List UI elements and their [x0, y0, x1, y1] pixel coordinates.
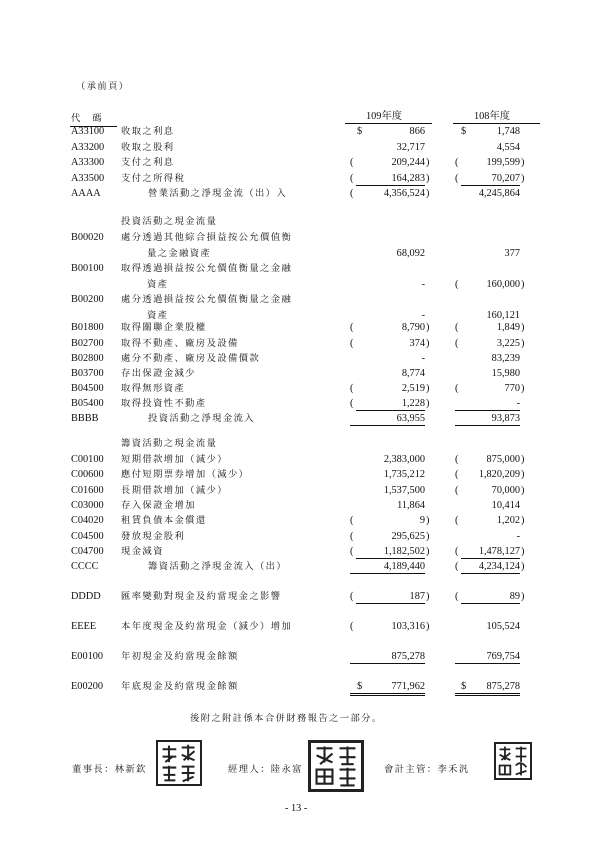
amount-2020: 771,962	[350, 680, 425, 696]
amount-2020-open-paren: (	[350, 172, 354, 184]
row-label: 年初現金及約當現金餘額	[121, 651, 239, 662]
row-label: 營業活動之淨現金流（出）入	[148, 188, 288, 199]
amount-2020-close-paren: )	[426, 398, 430, 409]
amount-2020-open-paren: (	[350, 398, 354, 409]
amount-2019: 875,278	[455, 680, 520, 696]
amount-2020-open-paren: (	[350, 621, 354, 632]
amount-2019: 160,121	[486, 310, 520, 321]
amount-2019: 1,820,209	[478, 469, 520, 481]
row-code: B02700	[71, 338, 104, 349]
amount-2020: 4,356,524	[383, 188, 425, 199]
amount-2020-open-paren: (	[350, 530, 354, 542]
amount-2019: 769,754	[455, 650, 520, 664]
amount-2019: 3,225	[496, 338, 520, 349]
amount-2020-close-paren: )	[426, 383, 430, 394]
amount-2020: -	[421, 310, 425, 321]
row-label: 支付之利息	[121, 157, 175, 168]
row-code: C04700	[71, 545, 104, 557]
row-label: 收取之股利	[121, 141, 175, 153]
amount-2020-open-paren: (	[350, 383, 354, 394]
amount-2020: 209,244	[391, 157, 425, 168]
amount-2019: 93,873	[455, 412, 520, 426]
row-label: 取得無形資產	[121, 383, 186, 394]
amount-2020: 8,790	[401, 322, 425, 333]
amount-2019-close-paren: )	[521, 591, 525, 602]
amount-2019: 10,414	[491, 499, 520, 511]
amount-2020: -	[421, 353, 425, 364]
amount-2019: 875,000	[486, 454, 520, 465]
amount-2020: 1,182,502	[356, 545, 425, 559]
amount-2019-open-paren: (	[455, 279, 459, 290]
amount-2019-open-paren: (	[455, 469, 459, 481]
row-code: C04020	[71, 515, 104, 527]
amount-2019-close-paren: )	[521, 469, 525, 481]
amount-2020: 9	[419, 515, 425, 527]
amount-2019-close-paren: )	[521, 515, 525, 527]
amount-2020-open-paren: (	[350, 338, 354, 349]
row-code: A33100	[71, 126, 105, 137]
amount-2020: 8,774	[401, 368, 425, 379]
amount-2020-open-paren: (	[350, 591, 354, 602]
row-label: 存入保證金增加	[121, 499, 196, 511]
row-label: 短期借款增加（減少）	[121, 454, 228, 465]
row-label-continued: 量之金融資產	[147, 248, 212, 259]
row-label-continued: 資產	[147, 279, 169, 290]
amount-2019-close-paren: )	[521, 383, 525, 394]
row-code: E00100	[71, 651, 104, 662]
row-code: A33200	[71, 141, 105, 153]
amount-2019: -	[455, 397, 520, 411]
row-code: B04500	[71, 383, 104, 394]
amount-2020: 4,189,440	[350, 560, 425, 574]
row-code: EEEE	[71, 621, 97, 632]
page-number: - 13 -	[285, 803, 308, 814]
row-label: 長期借款增加（減少）	[121, 484, 228, 496]
row-code: B00100	[71, 263, 104, 274]
amount-2019-open-paren: (	[455, 172, 459, 184]
amount-2019-close-paren: )	[521, 561, 525, 573]
signature-chairman: 董事長：林新欽	[72, 764, 147, 775]
amount-2020-open-paren: (	[350, 157, 354, 168]
amount-2019: 105,524	[486, 621, 520, 632]
amount-2019-open-paren: (	[455, 383, 459, 394]
amount-2020: 1,228	[356, 397, 425, 411]
amount-2019-close-paren: )	[521, 545, 525, 557]
amount-2019: 4,234,124	[461, 560, 520, 574]
amount-2020: 11,864	[397, 499, 425, 511]
amount-2020-open-paren: (	[350, 515, 354, 527]
amount-2019: -	[516, 530, 520, 542]
amount-2020-open-paren: (	[350, 188, 354, 199]
row-code: E00200	[71, 681, 104, 692]
amount-2019: 1,202	[496, 515, 520, 527]
amount-2019-close-paren: )	[521, 157, 525, 168]
row-label: 取得不動產、廠房及設備	[121, 338, 239, 349]
row-code: B03700	[71, 368, 104, 379]
continued-note: （承前頁）	[76, 81, 130, 92]
amount-2020-close-paren: )	[426, 545, 430, 557]
row-label-continued: 資產	[147, 310, 169, 321]
amount-2019-close-paren: )	[521, 338, 525, 349]
amount-2019: 4,554	[496, 141, 520, 153]
row-code: B01800	[71, 322, 104, 333]
row-code: B02800	[71, 353, 104, 364]
amount-2019: 4,245,864	[478, 188, 520, 199]
row-label: 年底現金及約當現金餘額	[121, 681, 239, 692]
amount-2020: 103,316	[391, 621, 425, 632]
amount-2019-open-paren: (	[455, 157, 459, 168]
row-code: B00020	[71, 232, 104, 243]
amount-2020-close-paren: )	[426, 172, 430, 184]
amount-2019-close-paren: )	[521, 454, 525, 465]
accountant-seal	[494, 742, 532, 780]
row-code: BBBB	[71, 413, 99, 424]
amount-2019-close-paren: )	[521, 484, 525, 496]
row-label: 租賃負債本金償還	[121, 515, 207, 527]
row-label: 處分不動產、廠房及設備價款	[121, 353, 261, 364]
row-code: A33300	[71, 157, 105, 168]
signature-accountant: 會計主管：李禾汎	[384, 764, 470, 775]
row-code: C00100	[71, 454, 104, 465]
chairman-seal	[156, 740, 202, 786]
row-label: 投資活動之淨現金流入	[148, 413, 255, 424]
amount-2019-close-paren: )	[521, 322, 525, 333]
amount-2020: 2,383,000	[383, 454, 425, 465]
amount-2020: 875,278	[350, 650, 425, 664]
amount-2020: 1,735,212	[383, 469, 425, 481]
row-code: B05400	[71, 398, 104, 409]
amount-2020-close-paren: )	[426, 338, 430, 349]
row-label: 存出保證金減少	[121, 368, 196, 379]
amount-2020-dollar-sign: $	[357, 681, 363, 692]
amount-2019-open-paren: (	[455, 454, 459, 465]
amount-2020-dollar-sign: $	[357, 126, 363, 137]
amount-2020: 164,283	[356, 172, 425, 186]
row-label: 匯率變動對現金及約當現金之影響	[121, 591, 282, 602]
row-code: C04500	[71, 530, 104, 542]
row-code: DDDD	[71, 591, 101, 602]
amount-2020-close-paren: )	[426, 322, 430, 333]
row-code: C01600	[71, 484, 104, 496]
amount-2019: 15,980	[491, 368, 520, 379]
footnote: 後附之附註係本合併財務報告之一部分。	[190, 713, 383, 724]
row-label: 支付之所得稅	[121, 172, 186, 184]
section-title-investing: 投資活動之現金流量	[121, 216, 218, 227]
row-code: B00200	[71, 294, 104, 305]
row-label: 取得關聯企業股權	[121, 322, 207, 333]
amount-2019: 83,239	[491, 353, 520, 364]
row-label: 處分透過其他綜合損益按公允價值衡	[121, 232, 293, 243]
amount-2020-close-paren: )	[426, 591, 430, 602]
amount-2019: 1,748	[496, 126, 520, 137]
row-label: 本年度現金及約當現金（減少）增加	[121, 621, 293, 632]
amount-2019: 1,849	[496, 322, 520, 333]
header-underline-2020	[345, 123, 432, 124]
row-code: C03000	[71, 499, 104, 511]
amount-2019-open-paren: (	[455, 515, 459, 527]
row-label: 取得投資性不動產	[121, 398, 207, 409]
amount-2019-open-paren: (	[455, 561, 459, 573]
amount-2020-open-paren: (	[350, 322, 354, 333]
amount-2019: 377	[504, 248, 520, 259]
amount-2020: 374	[409, 338, 425, 349]
row-label: 處分透過損益按公允價值衡量之金融	[121, 294, 293, 305]
amount-2020-close-paren: )	[426, 515, 430, 527]
amount-2020: 63,955	[350, 412, 425, 426]
amount-2019-dollar-sign: $	[461, 126, 467, 137]
amount-2019-close-paren: )	[521, 172, 525, 184]
amount-2019: 199,599	[486, 157, 520, 168]
row-label: 取得透過損益按公允價值衡量之金融	[121, 263, 293, 274]
amount-2019-open-paren: (	[455, 338, 459, 349]
amount-2019: 770	[504, 383, 520, 394]
amount-2019-dollar-sign: $	[461, 681, 467, 692]
column-header-code: 代 碼	[71, 113, 104, 124]
amount-2019-open-paren: (	[455, 545, 459, 557]
amount-2020: 1,537,500	[383, 484, 425, 496]
column-header-2019: 108年度	[474, 111, 511, 122]
amount-2019: 70,000	[491, 484, 520, 496]
row-code: C00600	[71, 469, 104, 481]
row-code: A33500	[71, 172, 105, 184]
amount-2020: -	[421, 279, 425, 290]
row-label: 應付短期票券增加（減少）	[121, 469, 250, 481]
amount-2019-close-paren: )	[521, 279, 525, 290]
amount-2020: 187	[356, 590, 425, 604]
amount-2019: 160,000	[486, 279, 520, 290]
column-header-2020: 109年度	[366, 111, 403, 122]
row-code: AAAA	[71, 188, 101, 199]
amount-2020: 866	[409, 126, 425, 137]
amount-2019: 70,207	[461, 172, 520, 186]
amount-2019-open-paren: (	[455, 322, 459, 333]
amount-2020-open-paren: (	[350, 545, 354, 557]
amount-2020: 2,519	[401, 383, 425, 394]
row-code: CCCC	[71, 561, 99, 573]
amount-2020: 295,625	[391, 530, 425, 542]
amount-2020: 32,717	[396, 141, 425, 153]
amount-2020-close-paren: )	[426, 188, 430, 199]
section-title-financing: 籌資活動之現金流量	[121, 438, 218, 449]
amount-2019-open-paren: (	[455, 591, 459, 602]
amount-2020-close-paren: )	[426, 157, 430, 168]
row-label: 收取之利息	[121, 126, 175, 137]
row-label: 籌資活動之淨現金流入（出）	[148, 561, 288, 573]
amount-2019: 89	[461, 590, 520, 604]
amount-2019-open-paren: (	[455, 484, 459, 496]
row-label: 發放現金股利	[121, 530, 186, 542]
header-underline-2019	[453, 123, 540, 124]
signature-manager: 經理人：陸永富	[228, 764, 303, 775]
amount-2020-close-paren: )	[426, 530, 430, 542]
amount-2019: 1,478,127	[461, 545, 520, 559]
row-label: 現金減資	[121, 545, 164, 557]
manager-seal	[308, 740, 364, 792]
amount-2020: 68,092	[396, 248, 425, 259]
amount-2020-close-paren: )	[426, 621, 430, 632]
